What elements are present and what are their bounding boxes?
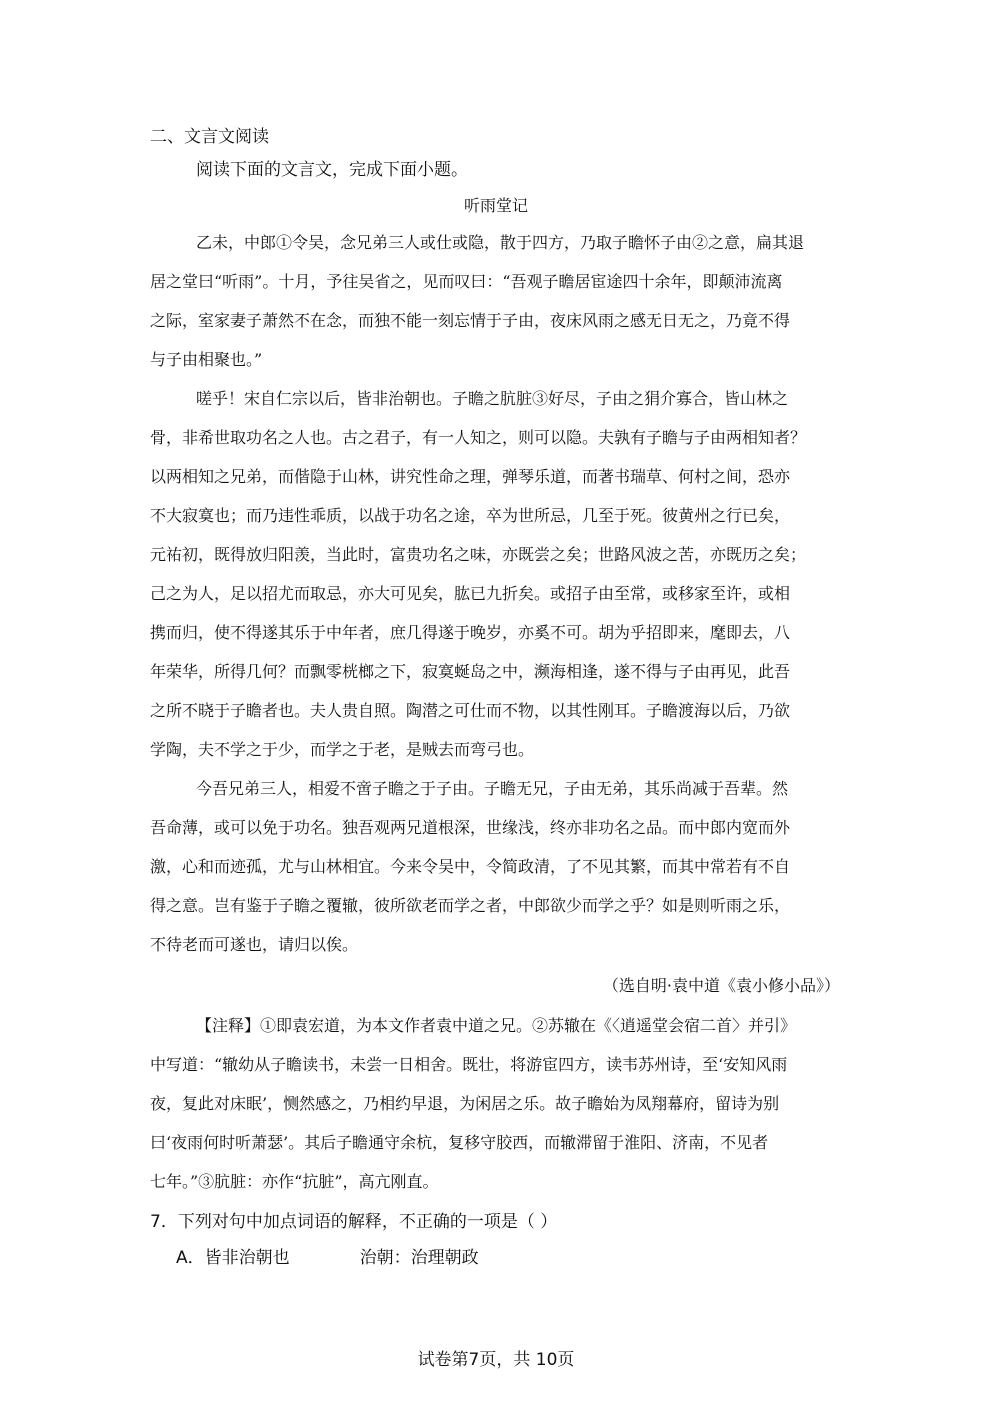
- note-line: 中写道：“辙幼从子瞻读书，未尝一日相舍。既壮，将游宦四方，读韦苏州诗，至‘安知风雨: [150, 1055, 788, 1074]
- passage-line: 元祐初，既得放归阳羡，当此时，富贵功名之味，亦既尝之矣；世路风波之苦，亦既历之矣；: [150, 545, 807, 564]
- passage-line: 以两相知之兄弟，而偕隐于山林，讲究性命之理，弹琴乐道，而著书瑞草、何村之间，恐亦: [150, 467, 791, 486]
- passage-line: 与子由相聚也。”: [150, 350, 263, 369]
- option-a[interactable]: [176, 1243, 479, 1268]
- passage-line: 居之堂曰“听雨”。十月，予往吴省之，见而叹曰：“吾观子瞻居宦途四十余年，即颠沛流离: [150, 272, 783, 291]
- passage-line: 学陶，夫不学之于少，而学之于老，是贼去而弯弓也。: [150, 740, 535, 759]
- passage-line: 年荣华，所得几何？而飘零桄榔之下，寂寞蜒岛之中，濒海相逢，遂不得与子由再见，此吾: [150, 662, 791, 681]
- passage-line: 骨，非希世取功名之人也。古之君子，有一人知之，则可以隐。夫孰有子瞻与子由两相知者？: [150, 428, 807, 447]
- passage-title: 听雨堂记: [463, 196, 528, 215]
- passage-line: 乙未，中郎①令吴，念兄弟三人或仕或隐，散于四方，乃取子瞻怀子由②之意，扁其退: [196, 233, 805, 252]
- note-line: 【注释】①即袁宏道，为本文作者袁中道之兄。②苏辙在《〈逍遥堂会宿二首〉并引》: [196, 1016, 797, 1035]
- passage-line: 携而归，使不得遂其乐于中年者，庶几得遂于晚岁，亦奚不可。胡为乎招即来，麾即去，八: [150, 623, 791, 642]
- passage-source: （选自明·袁中道《袁小修小品》）: [602, 976, 840, 995]
- passage-line: 嗟乎！宋自仁宗以后，皆非治朝也。子瞻之肮脏③好尽，子由之狷介寡合，皆山林之: [196, 389, 789, 408]
- passage-line: 之所不晓于子瞻者也。夫人贵自照。陶潜之可仕而不物，以其性刚耳。子瞻渡海以后，乃欲: [150, 701, 791, 720]
- option-a-label: A．皆非治朝也: [176, 1248, 290, 1268]
- passage-line: 吾命薄，或可以免于功名。独吾观两兄道根深，世缘浅，终亦非功名之品。而中郎内宽而外: [150, 818, 791, 837]
- passage-line: 得之意。岂有鉴于子瞻之覆辙，彼所欲老而学之者，中郎欲少而学之乎？如是则听雨之乐，: [150, 896, 791, 915]
- option-a-explain: 治朝：治理朝政: [359, 1248, 479, 1268]
- section-title: 二、文言文阅读: [150, 127, 269, 147]
- page-footer: 试卷第7页，共 10页: [417, 1350, 575, 1370]
- passage-line: 之际，室家妻子萧然不在念，而独不能一刻忘情于子由，夜床风雨之感无日无之，乃竟不得: [150, 311, 791, 330]
- passage-line: 己之为人，足以招尤而取忌，亦大可见矣，肱已九折矣。或招子由至常，或移家至许，或相: [150, 584, 791, 603]
- instruction: 阅读下面的文言文，完成下面小题。: [196, 160, 468, 180]
- passage-line: 不大寂寞也；而乃违性乖质，以战于功名之途，卒为世所忌，几至于死。彼黄州之行已矣，: [150, 506, 791, 525]
- question-7: 7．下列对句中加点词语的解释，不正确的一项是（ ）: [150, 1212, 558, 1232]
- passage-line: 不待老而可遂也，请归以俟。: [150, 935, 359, 954]
- note-line: 夜，复此对床眠’，恻然感之，乃相约早退，为闲居之乐。故子瞻始为凤翔幕府，留诗为别: [150, 1094, 780, 1113]
- passage-line: 今吾兄弟三人，相爱不啻子瞻之于子由。子瞻无兄，子由无弟，其乐尚减于吾辈。然: [196, 779, 789, 798]
- note-line: 曰‘夜雨何时听萧瑟’。其后子瞻通守余杭，复移守胶西，而辙滞留于淮阳、济南，不见者: [150, 1133, 769, 1152]
- passage-line: 激，心和而迹孤，尤与山林相宜。今来令吴中，令简政清，了不见其繁，而其中常若有不自: [150, 857, 791, 876]
- note-line: 七年。”③肮脏：亦作“抗脏”，高亢刚直。: [150, 1172, 439, 1191]
